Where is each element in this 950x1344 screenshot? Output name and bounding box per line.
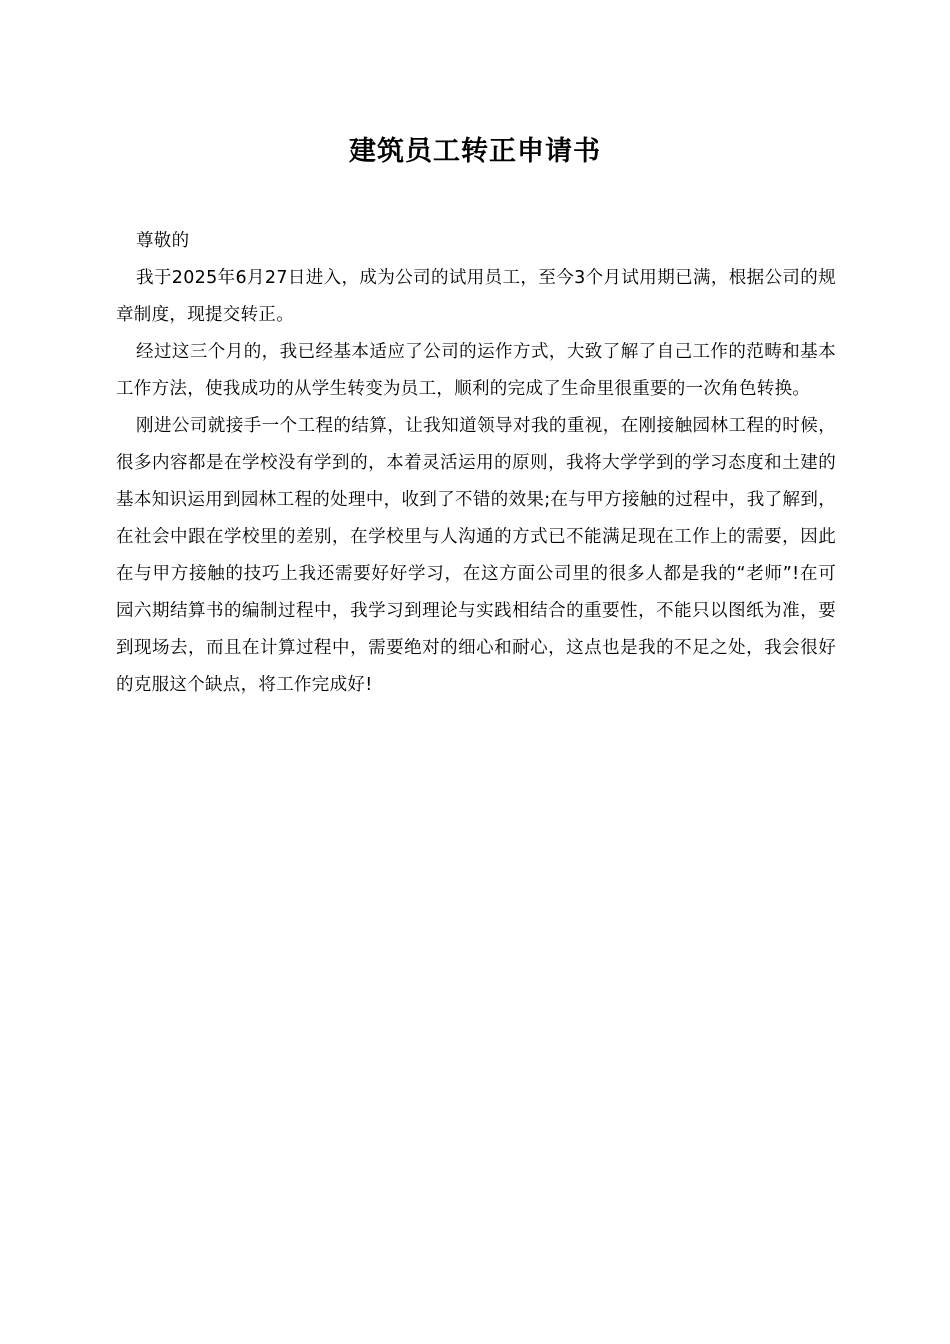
body-paragraph: 刚进公司就接手一个工程的结算，让我知道领导对我的重视，在刚接触园林工程的时候，很多内容都是在学校没有学到的，本着灵活运用的原则，我将大学学到的学习态度和土建的基本知识运用到园林工程的处理中，收到了不错的效果;在与甲方接触的过程中，我了解到，在社会中跟在学校里的差别，在学校里与人沟通的方式已不能满足现在工作上的需要，因此在与甲方接触的技巧上我还需要好好学习，在这方面公司里的很多人都是我的“老师”!在可园六期结算书的编制过程中，我学习到理论与实践相结合的重要性，不能只以图纸为准，要到现场去，而且在计算过程中，需要绝对的细心和耐心，这点也是我的不足之处，我会很好的克服这个缺点，将工作完成好! xyxy=(116,416,836,695)
salutation-paragraph: 尊敬的 xyxy=(136,231,190,251)
document-title: 建筑员工转正申请书 xyxy=(349,136,601,167)
body-paragraph: 经过这三个月的，我已经基本适应了公司的运作方式，大致了解了自己工作的范畴和基本工作方法，使我成功的从学生转变为员工，顺利的完成了生命里很重要的一次角色转换。 xyxy=(116,342,836,399)
body-paragraph: 我于2025年6月27日进入，成为公司的试用员工，至今3个月试用期已满，根据公司的规章制度，现提交转正。 xyxy=(116,268,836,325)
document-body xyxy=(116,223,836,704)
